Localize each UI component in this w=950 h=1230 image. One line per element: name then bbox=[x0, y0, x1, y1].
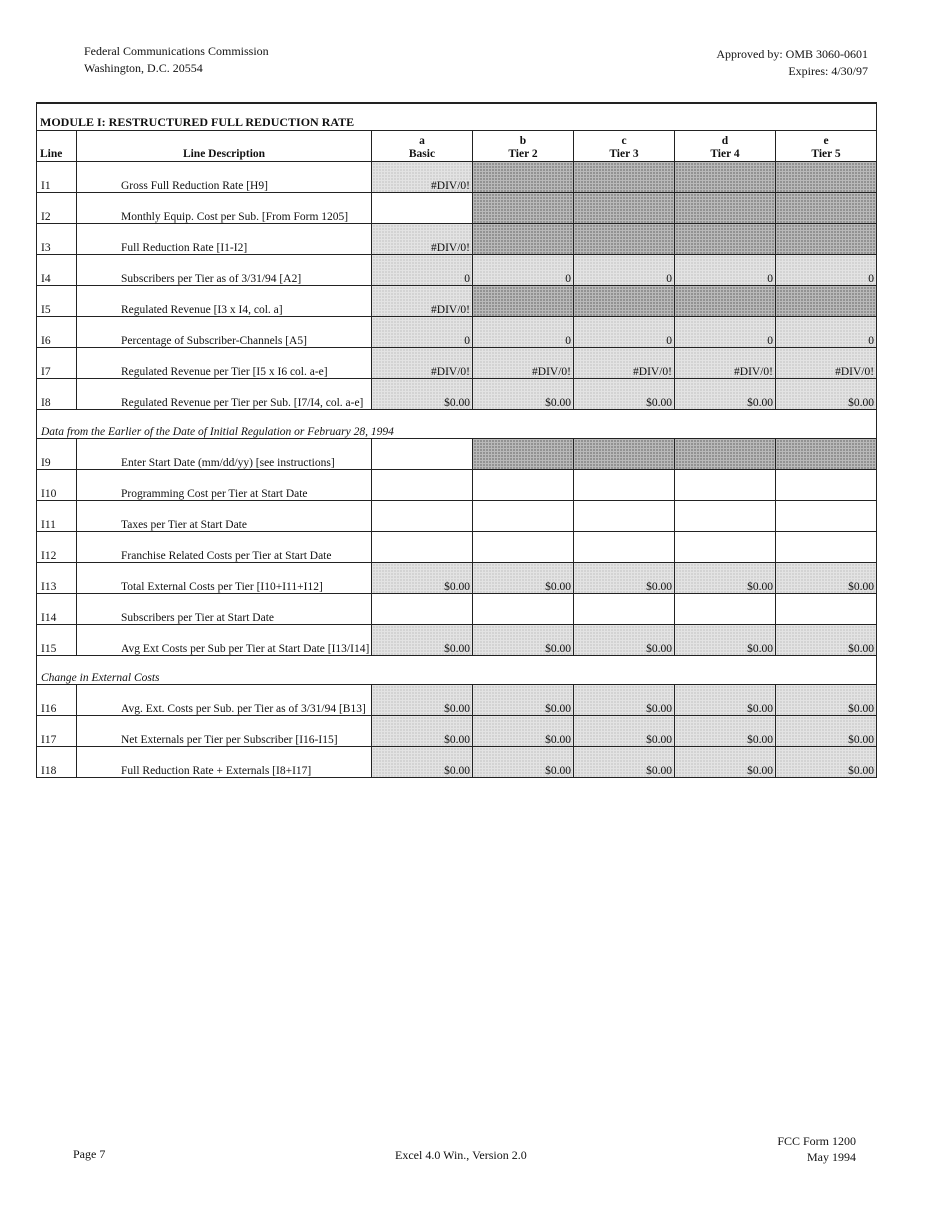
input-cell[interactable] bbox=[473, 501, 574, 532]
value-cell: $0.00 bbox=[776, 379, 877, 410]
value-cell: $0.00 bbox=[574, 379, 675, 410]
input-cell[interactable] bbox=[675, 470, 776, 501]
value-cell: #DIV/0! bbox=[372, 162, 473, 193]
table-row bbox=[37, 625, 877, 656]
value-cell: $0.00 bbox=[574, 716, 675, 747]
value-cell bbox=[574, 162, 675, 193]
table-row bbox=[37, 255, 877, 286]
value-cell: 0 bbox=[776, 317, 877, 348]
input-cell[interactable] bbox=[675, 501, 776, 532]
module-title: MODULE I: RESTRUCTURED FULL REDUCTION RATE bbox=[37, 103, 877, 131]
line-description: Total External Costs per Tier [I10+I11+I12] bbox=[77, 563, 372, 594]
line-description: Full Reduction Rate + Externals [I8+I17] bbox=[77, 747, 372, 778]
line-description: Full Reduction Rate [I1-I2] bbox=[77, 224, 372, 255]
input-cell[interactable] bbox=[776, 594, 877, 625]
table-row bbox=[37, 193, 877, 224]
value-cell: $0.00 bbox=[372, 716, 473, 747]
line-description: Taxes per Tier at Start Date bbox=[77, 501, 372, 532]
table-row bbox=[37, 563, 877, 594]
value-cell: $0.00 bbox=[776, 563, 877, 594]
value-cell bbox=[776, 286, 877, 317]
line-number: I5 bbox=[37, 286, 77, 317]
section-header-row bbox=[37, 410, 877, 439]
input-cell[interactable] bbox=[473, 470, 574, 501]
value-cell bbox=[574, 224, 675, 255]
column-header-tier: e Tier 5 bbox=[776, 131, 877, 162]
table-row bbox=[37, 439, 877, 470]
line-description: Net Externals per Tier per Subscriber [I16-I15] bbox=[77, 716, 372, 747]
value-cell bbox=[675, 193, 776, 224]
value-cell: $0.00 bbox=[675, 563, 776, 594]
line-number: I11 bbox=[37, 501, 77, 532]
module-title-row bbox=[37, 103, 877, 131]
value-cell: 0 bbox=[372, 255, 473, 286]
table-row bbox=[37, 501, 877, 532]
value-cell: $0.00 bbox=[473, 379, 574, 410]
column-header-tier: b Tier 2 bbox=[473, 131, 574, 162]
input-cell[interactable] bbox=[574, 470, 675, 501]
line-description: Regulated Revenue per Tier per Sub. [I7/I4, col. a-e] bbox=[77, 379, 372, 410]
value-cell: $0.00 bbox=[675, 685, 776, 716]
input-cell[interactable] bbox=[574, 532, 675, 563]
line-number: I18 bbox=[37, 747, 77, 778]
value-cell bbox=[675, 439, 776, 470]
module-table bbox=[36, 102, 877, 778]
value-cell: 0 bbox=[675, 317, 776, 348]
line-number: I6 bbox=[37, 317, 77, 348]
line-number: I9 bbox=[37, 439, 77, 470]
footer-form-date: May 1994 bbox=[807, 1150, 856, 1164]
table-row bbox=[37, 747, 877, 778]
input-cell[interactable] bbox=[776, 501, 877, 532]
value-cell: $0.00 bbox=[574, 625, 675, 656]
value-cell: 0 bbox=[574, 255, 675, 286]
line-number: I4 bbox=[37, 255, 77, 286]
value-cell: 0 bbox=[372, 317, 473, 348]
line-description: Avg. Ext. Costs per Sub. per Tier as of 3/31/94 [B13] bbox=[77, 685, 372, 716]
footer-form-name: FCC Form 1200 bbox=[777, 1134, 856, 1148]
value-cell bbox=[574, 193, 675, 224]
value-cell: #DIV/0! bbox=[372, 286, 473, 317]
value-cell: $0.00 bbox=[675, 747, 776, 778]
value-cell: $0.00 bbox=[574, 685, 675, 716]
value-cell: $0.00 bbox=[372, 685, 473, 716]
line-description: Franchise Related Costs per Tier at Start Date bbox=[77, 532, 372, 563]
value-cell bbox=[574, 439, 675, 470]
line-number: I2 bbox=[37, 193, 77, 224]
value-cell bbox=[675, 224, 776, 255]
input-cell[interactable] bbox=[675, 532, 776, 563]
input-cell[interactable] bbox=[473, 532, 574, 563]
agency-address: Washington, D.C. 20554 bbox=[84, 61, 203, 75]
value-cell bbox=[473, 224, 574, 255]
table-row bbox=[37, 162, 877, 193]
value-cell bbox=[473, 193, 574, 224]
table-row bbox=[37, 286, 877, 317]
value-cell: #DIV/0! bbox=[372, 348, 473, 379]
value-cell: $0.00 bbox=[473, 625, 574, 656]
input-cell[interactable] bbox=[776, 532, 877, 563]
line-description: Subscribers per Tier at Start Date bbox=[77, 594, 372, 625]
input-cell[interactable] bbox=[473, 594, 574, 625]
section-title: Data from the Earlier of the Date of Initial Regulation or February 28, 1994 bbox=[37, 410, 877, 439]
table-row bbox=[37, 685, 877, 716]
value-cell: #DIV/0! bbox=[574, 348, 675, 379]
column-header-description: Line Description bbox=[77, 131, 372, 162]
line-description: Programming Cost per Tier at Start Date bbox=[77, 470, 372, 501]
column-header-tier: d Tier 4 bbox=[675, 131, 776, 162]
table-row bbox=[37, 532, 877, 563]
value-cell bbox=[675, 162, 776, 193]
value-cell: $0.00 bbox=[675, 379, 776, 410]
line-description: Regulated Revenue per Tier [I5 x I6 col. a-e] bbox=[77, 348, 372, 379]
value-cell: $0.00 bbox=[372, 625, 473, 656]
value-cell: 0 bbox=[473, 255, 574, 286]
value-cell: 0 bbox=[675, 255, 776, 286]
value-cell: 0 bbox=[574, 317, 675, 348]
value-cell: $0.00 bbox=[372, 563, 473, 594]
input-cell[interactable] bbox=[675, 594, 776, 625]
line-number: I12 bbox=[37, 532, 77, 563]
value-cell: #DIV/0! bbox=[372, 224, 473, 255]
value-cell: #DIV/0! bbox=[473, 348, 574, 379]
line-description: Percentage of Subscriber-Channels [A5] bbox=[77, 317, 372, 348]
input-cell[interactable] bbox=[776, 470, 877, 501]
value-cell: $0.00 bbox=[473, 747, 574, 778]
section-header-row bbox=[37, 656, 877, 685]
column-header-tier: a Basic bbox=[372, 131, 473, 162]
line-number: I3 bbox=[37, 224, 77, 255]
table-row bbox=[37, 348, 877, 379]
table-row bbox=[37, 594, 877, 625]
table-row bbox=[37, 317, 877, 348]
table-row bbox=[37, 716, 877, 747]
line-description: Monthly Equip. Cost per Sub. [From Form 1205] bbox=[77, 193, 372, 224]
module-frame bbox=[36, 102, 882, 782]
value-cell: 0 bbox=[473, 317, 574, 348]
value-cell: $0.00 bbox=[473, 563, 574, 594]
line-number: I10 bbox=[37, 470, 77, 501]
input-cell[interactable] bbox=[372, 470, 473, 501]
value-cell: $0.00 bbox=[776, 716, 877, 747]
footer-form-block bbox=[777, 1133, 856, 1165]
value-cell bbox=[473, 286, 574, 317]
input-cell[interactable] bbox=[372, 193, 473, 224]
value-cell: $0.00 bbox=[675, 716, 776, 747]
input-cell[interactable] bbox=[372, 439, 473, 470]
value-cell: $0.00 bbox=[473, 685, 574, 716]
omb-approval: Approved by: OMB 3060-0601 bbox=[716, 47, 868, 61]
agency-name: Federal Communications Commission bbox=[84, 44, 269, 58]
section-title: Change in External Costs bbox=[37, 656, 877, 685]
value-cell bbox=[574, 286, 675, 317]
column-header-row bbox=[37, 131, 877, 162]
value-cell: $0.00 bbox=[675, 625, 776, 656]
header-agency-block bbox=[84, 43, 269, 77]
value-cell: $0.00 bbox=[574, 563, 675, 594]
value-cell bbox=[473, 439, 574, 470]
footer-page-number: Page 7 bbox=[73, 1147, 106, 1161]
input-cell[interactable] bbox=[574, 501, 675, 532]
value-cell: $0.00 bbox=[776, 747, 877, 778]
line-description: Enter Start Date (mm/dd/yy) [see instructions] bbox=[77, 439, 372, 470]
value-cell: $0.00 bbox=[776, 625, 877, 656]
input-cell[interactable] bbox=[372, 594, 473, 625]
value-cell: $0.00 bbox=[473, 716, 574, 747]
input-cell[interactable] bbox=[372, 532, 473, 563]
column-header-tier: c Tier 3 bbox=[574, 131, 675, 162]
value-cell: #DIV/0! bbox=[675, 348, 776, 379]
line-number: I14 bbox=[37, 594, 77, 625]
input-cell[interactable] bbox=[574, 594, 675, 625]
line-number: I1 bbox=[37, 162, 77, 193]
value-cell: 0 bbox=[776, 255, 877, 286]
value-cell: $0.00 bbox=[372, 379, 473, 410]
value-cell: #DIV/0! bbox=[776, 348, 877, 379]
value-cell: $0.00 bbox=[372, 747, 473, 778]
value-cell bbox=[776, 193, 877, 224]
value-cell bbox=[675, 286, 776, 317]
line-description: Regulated Revenue [I3 x I4, col. a] bbox=[77, 286, 372, 317]
column-header-line: Line bbox=[37, 131, 77, 162]
value-cell: $0.00 bbox=[574, 747, 675, 778]
line-number: I17 bbox=[37, 716, 77, 747]
value-cell bbox=[473, 162, 574, 193]
header-approval-block bbox=[716, 46, 868, 80]
value-cell bbox=[776, 224, 877, 255]
line-number: I15 bbox=[37, 625, 77, 656]
table-row bbox=[37, 224, 877, 255]
line-description: Avg Ext Costs per Sub per Tier at Start Date [I13/I14] bbox=[77, 625, 372, 656]
table-row bbox=[37, 470, 877, 501]
value-cell: $0.00 bbox=[776, 685, 877, 716]
expiration-date: Expires: 4/30/97 bbox=[788, 64, 868, 78]
line-number: I8 bbox=[37, 379, 77, 410]
table-row bbox=[37, 379, 877, 410]
line-description: Gross Full Reduction Rate [H9] bbox=[77, 162, 372, 193]
line-number: I7 bbox=[37, 348, 77, 379]
input-cell[interactable] bbox=[372, 501, 473, 532]
line-number: I16 bbox=[37, 685, 77, 716]
line-number: I13 bbox=[37, 563, 77, 594]
value-cell bbox=[776, 439, 877, 470]
value-cell bbox=[776, 162, 877, 193]
footer-version: Excel 4.0 Win., Version 2.0 bbox=[395, 1148, 527, 1162]
line-description: Subscribers per Tier as of 3/31/94 [A2] bbox=[77, 255, 372, 286]
